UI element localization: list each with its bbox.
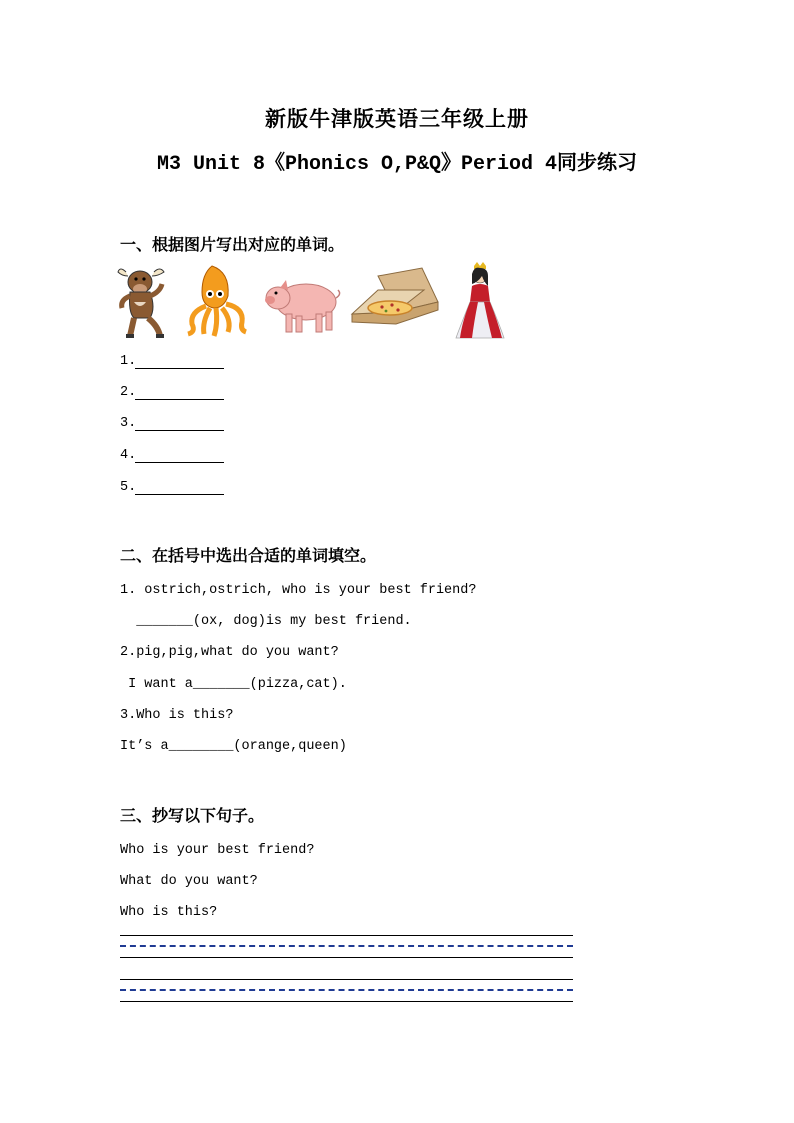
- answer-number-2: 2.: [120, 385, 137, 400]
- page-title: 新版牛津版英语三年级上册: [265, 106, 529, 131]
- octopus-picture: [184, 262, 250, 340]
- writing-mid-dashed-line: [120, 989, 573, 991]
- copy-sentence: What do you want?: [120, 874, 258, 889]
- copy-sentence: Who is this?: [120, 905, 218, 920]
- writing-top-line: [120, 979, 573, 980]
- copy-sentence: Who is your best friend?: [120, 843, 315, 858]
- answer-blank-5[interactable]: [135, 494, 224, 495]
- queen-picture: [452, 262, 512, 340]
- exercise-line: 2.pig,pig,what do you want?: [120, 645, 339, 660]
- exercise-line: _______(ox, dog)is my best friend.: [120, 614, 412, 629]
- answer-blank-2[interactable]: [135, 399, 224, 400]
- answer-blank-4[interactable]: [135, 462, 224, 463]
- ox-picture: [116, 262, 174, 340]
- answer-number-1: 1.: [120, 354, 137, 369]
- pig-picture: [264, 262, 342, 340]
- section2-heading: 二、在括号中选出合适的单词填空。: [120, 546, 377, 565]
- exercise-line: 1. ostrich,ostrich, who is your best friend?: [120, 583, 477, 598]
- answer-blank-3[interactable]: [135, 430, 224, 431]
- answer-number-3: 3.: [120, 416, 137, 431]
- pizza-picture: [348, 262, 440, 340]
- exercise-line: It’s a________(orange,queen): [120, 739, 347, 754]
- answer-number-4: 4.: [120, 448, 137, 463]
- page-subtitle: M3 Unit 8《Phonics O,P&Q》Period 4同步练习: [156, 153, 638, 176]
- picture-row: [116, 262, 516, 342]
- writing-mid-dashed-line: [120, 945, 573, 947]
- answer-number-5: 5.: [120, 480, 137, 495]
- exercise-line: 3.Who is this?: [120, 708, 234, 723]
- exercise-line: I want a_______(pizza,cat).: [120, 677, 347, 692]
- answer-blank-1[interactable]: [135, 368, 224, 369]
- section1-heading: 一、根据图片写出对应的单词。: [120, 235, 345, 254]
- writing-top-line: [120, 935, 573, 936]
- section3-heading: 三、抄写以下句子。: [120, 806, 265, 825]
- writing-bottom-line: [120, 957, 573, 958]
- writing-bottom-line: [120, 1001, 573, 1002]
